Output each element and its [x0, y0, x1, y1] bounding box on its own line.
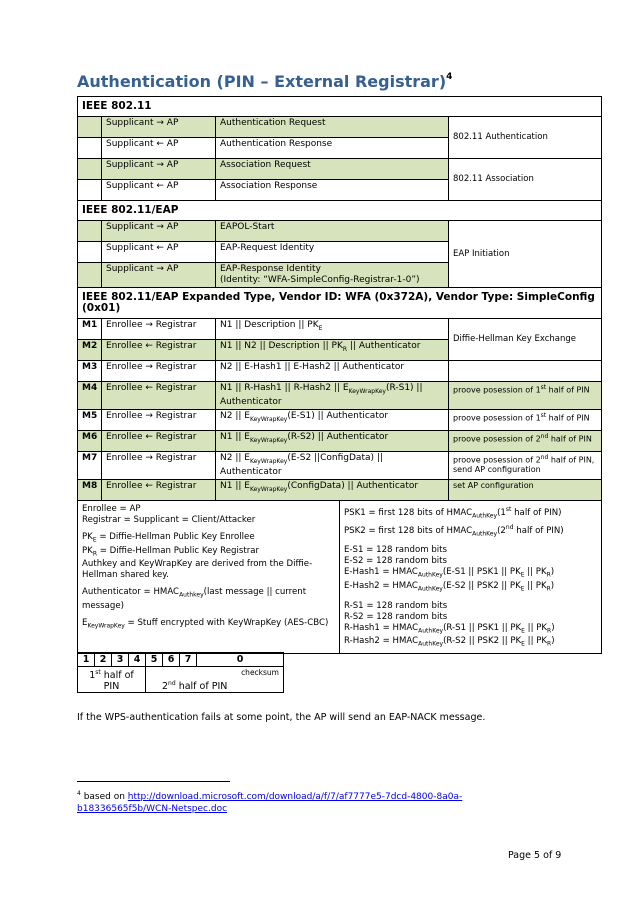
msg-id: M8 [78, 479, 102, 500]
pin-digit: 3 [112, 653, 129, 667]
footnote: $^4$ based on http://download.microsoft.com/download/a/f/7/af7777e5-7dcd-4800-8a0a- b18336565f5b/WCN-Netspec.doc [77, 790, 463, 814]
section-80211: IEEE 802.11 [78, 97, 602, 117]
note-cell: set AP configuration [449, 479, 602, 500]
definitions-right: PSK1 = first 128 bits of $HMAC_{AuthKey}(1st$ half of PIN) PSK2 = first 128 bits of $HMAC_{AuthKey}(2nd$ half of PIN) E-S1 = 128 random bits E-S2 = 128 random bits E-Hash1 = $HMAC_{AuthKey}(E-S1$ || PSK1 || $PK_E$ || $PK_R$) E-Hash2 = $HMAC_{AuthKey}(E-S2$ || PSK2 || $PK_E$ || $PK_R$) R-S1 = 128 random bits R-S2 = 128 random bits R-Hash1 = $HMAC_{AuthKey}(R-S1$ || PSK1 || $PK_E$ || $PK_R$) R-Hash2 = $HMAC_{AuthKey}(R-S2$ || PSK2 || $PK_E$ || $PK_R$) [340, 501, 602, 654]
msg-cell: EAPOL-Start [216, 221, 449, 242]
definitions-left: Enrollee = AP Registrar = Supplicant = Client/Attacker $PK_E$ = Diffie-Hellman Public Key Enrollee $PK_R$ = Diffie-Hellman Public Key Registrar Authkey and KeyWrapKey are derived from the Diffie-Hellman shared key. Authenticator = $HMAC_{Authkey}(last$ message || current message) $E_{KeyWrapKey}$ = Stuff encrypted with KeyWrapKey (AES-CBC) [78, 501, 340, 654]
dir-cell: Enrollee ← Registrar [102, 479, 216, 500]
msg-id: M2 [78, 340, 102, 361]
pin-digit: 5 [146, 653, 163, 667]
protocol-table [77, 96, 602, 501]
msg-id: M3 [78, 361, 102, 382]
footnote-divider [77, 781, 230, 782]
dir-cell: Enrollee ← Registrar [102, 430, 216, 451]
dir-cell: Enrollee ← Registrar [102, 382, 216, 410]
section-eap: IEEE 802.11/EAP [78, 201, 602, 221]
msg-id: M1 [78, 319, 102, 340]
dir-cell: Supplicant ← AP [102, 180, 216, 201]
msg-cell: Association Response [216, 180, 449, 201]
note-cell: proove posession of 1st half of PIN [449, 409, 602, 430]
msg-cell: N1 || R-Hash1 || R-Hash2 || $E_{KeyWrapKey}(R-S1)$ || Authenticator [216, 382, 449, 410]
note-cell: proove posession of 1st half of PIN [449, 382, 602, 410]
pin-first-half-label: 1st half of PIN [78, 667, 146, 693]
spacer-cell [78, 263, 102, 288]
msg-cell: N1 || $E_{KeyWrapKey}(ConfigData)$ || Authenticator [216, 479, 449, 500]
msg-cell: N1 || $E_{KeyWrapKey}(R-S2)$ || Authenticator [216, 430, 449, 451]
dir-cell: Enrollee ← Registrar [102, 340, 216, 361]
spacer-cell [78, 242, 102, 263]
dir-cell: Enrollee → Registrar [102, 409, 216, 430]
note-cell: proove posession of 2nd half of PIN [449, 430, 602, 451]
dir-cell: Supplicant → AP [102, 117, 216, 138]
pin-digit: 7 [180, 653, 197, 667]
msg-cell: Association Request [216, 159, 449, 180]
pin-digit-table [77, 652, 284, 693]
footnote-link[interactable]: http://download.microsoft.com/download/a/f/7/af7777e5-7dcd-4800-8a0a- b18336565f5b/WCN-Netspec.doc [77, 792, 463, 814]
dir-cell: Supplicant → AP [102, 263, 216, 288]
body-paragraph: If the WPS-authentication fails at some point, the AP will send an EAP-NACK message. [77, 712, 486, 723]
dir-cell: Supplicant ← AP [102, 242, 216, 263]
msg-cell: N1 || Description || $PK_E$ [216, 319, 449, 340]
dir-cell: Enrollee → Registrar [102, 319, 216, 340]
msg-id: M5 [78, 409, 102, 430]
page-heading: Authentication (PIN – External Registrar)$^4$ [77, 71, 453, 91]
note-cell: Diffie-Hellman Key Exchange [449, 319, 602, 361]
definitions-table [77, 500, 602, 654]
msg-cell: EAP-Response Identity (Identity: “WFA-SimpleConfig-Registrar-1-0”) [216, 263, 449, 288]
msg-cell: N2 || E-Hash1 || E-Hash2 || Authenticator [216, 361, 449, 382]
section-expanded: IEEE 802.11/EAP Expanded Type, Vendor ID: WFA (0x372A), Vendor Type: SimpleConfig (0x01) [78, 288, 602, 319]
msg-cell: N2 || $E_{KeyWrapKey}(E-S1)$ || Authenticator [216, 409, 449, 430]
page-number: Page 5 of 9 [508, 850, 562, 861]
spacer-cell [78, 138, 102, 159]
note-cell: EAP Initiation [449, 221, 602, 288]
pin-digit: 6 [163, 653, 180, 667]
msg-id: M7 [78, 451, 102, 479]
spacer-cell [78, 221, 102, 242]
note-cell [449, 361, 602, 382]
pin-second-half-label: checksum 2nd half of PIN [146, 667, 284, 693]
pin-digit: 2 [95, 653, 112, 667]
spacer-cell [78, 117, 102, 138]
dir-cell: Enrollee → Registrar [102, 361, 216, 382]
msg-cell: Authentication Response [216, 138, 449, 159]
note-cell: 802.11 Association [449, 159, 602, 201]
spacer-cell [78, 180, 102, 201]
msg-cell: EAP-Request Identity [216, 242, 449, 263]
pin-digit: 1 [78, 653, 95, 667]
msg-cell: N2 || $E_{KeyWrapKey}(E-S2$ ||ConfigData) || Authenticator [216, 451, 449, 479]
dir-cell: Supplicant ← AP [102, 138, 216, 159]
msg-cell: N1 || N2 || Description || $PK_R$ || Authenticator [216, 340, 449, 361]
msg-id: M4 [78, 382, 102, 410]
pin-checksum-digit: 0 [197, 653, 284, 667]
msg-id: M6 [78, 430, 102, 451]
checksum-label: checksum [241, 668, 279, 677]
pin-digit: 4 [129, 653, 146, 667]
dir-cell: Enrollee → Registrar [102, 451, 216, 479]
note-cell: proove posession of 2nd half of PIN, send AP configuration [449, 451, 602, 479]
footnote-ref: 4 [446, 71, 453, 82]
dir-cell: Supplicant → AP [102, 221, 216, 242]
msg-cell: Authentication Request [216, 117, 449, 138]
note-cell: 802.11 Authentication [449, 117, 602, 159]
dir-cell: Supplicant → AP [102, 159, 216, 180]
spacer-cell [78, 159, 102, 180]
